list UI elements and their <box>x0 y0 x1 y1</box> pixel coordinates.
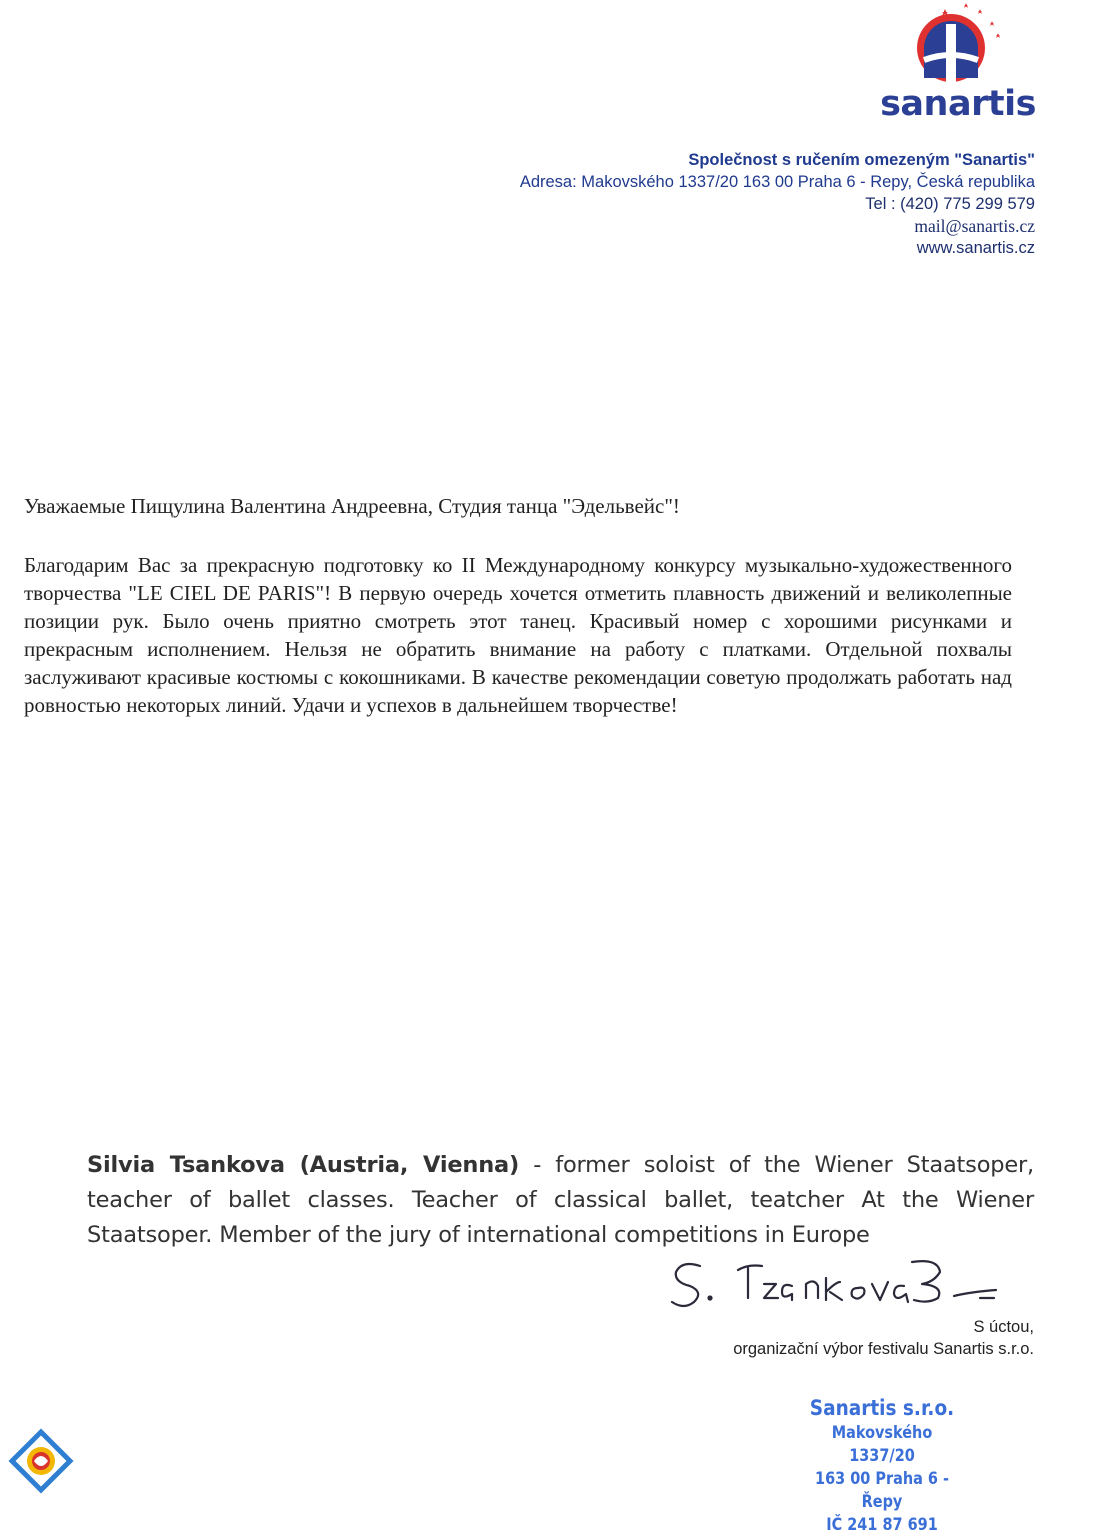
company-email[interactable]: mail@sanartis.cz <box>914 216 1035 236</box>
company-header <box>520 149 1035 259</box>
signature-icon <box>668 1240 1008 1310</box>
company-phone: Tel : (420) 775 299 579 <box>865 195 1035 213</box>
letter-body: Благодарим Вас за прекрасную подготовку ко II Международному конкурсу музыкально-художественного творчества "LE CIEL DE PARIS"! В первую очередь хочется отметить плавность движений и великолепные позиции рук. Было очень приятно смотреть этот танец. Красивый номер с хорошими рисунками и прекрасным исполнением. Нельзя не обратить внимание на работу с платками. Отдельной похвалы заслуживают красивые костюмы с кокошниками. В качестве рекомендации советую продолжать работать над ровностью некоторых линий. Удачи и успехов в дальнейшем творчестве! <box>24 553 1012 717</box>
company-website[interactable]: www.sanartis.cz <box>916 239 1035 257</box>
stamp-company: Sanartis s.r.o. <box>809 1396 955 1420</box>
handwritten-signature <box>668 1240 1008 1310</box>
company-stamp <box>792 1394 972 1535</box>
festival-badge <box>4 1424 78 1498</box>
closing-organizer: organizační výbor festivalu Sanartis s.r.o. <box>733 1340 1034 1358</box>
jury-description: - former soloist of the Wiener Staatsoper, teacher of ballet classes. Teacher of classical ballet, teatcher At the Wiener Staatsoper. Member of the jury of international competitions in Europe <box>87 1152 1034 1248</box>
company-name: Společnost s ručením omezeným "Sanartis" <box>688 151 1035 169</box>
jury-name: Silvia Tsankova (Austria, Vienna) <box>87 1152 520 1178</box>
globe-logo-icon <box>912 0 1008 84</box>
stamp-city: 163 00 Praha 6 - Řepy <box>815 1469 949 1512</box>
jury-bio <box>87 1148 1034 1253</box>
stamp-id: IČ 241 87 691 <box>826 1515 938 1535</box>
festival-badge-icon <box>4 1424 78 1498</box>
closing-salutation: S úctou, <box>973 1318 1034 1336</box>
logo-wordmark: sanartis <box>880 84 1036 124</box>
letter-greeting: Уважаемые Пищулина Валентина Андреевна, Студия танца "Эдельвейс"! <box>24 494 680 518</box>
closing-block <box>733 1316 1034 1360</box>
stamp-street: Makovského 1337/20 <box>831 1423 933 1466</box>
company-address: Adresa: Makovského 1337/20 163 00 Praha 6 - Repy, Česká republika <box>519 173 1035 191</box>
sanartis-logo <box>878 0 1048 125</box>
